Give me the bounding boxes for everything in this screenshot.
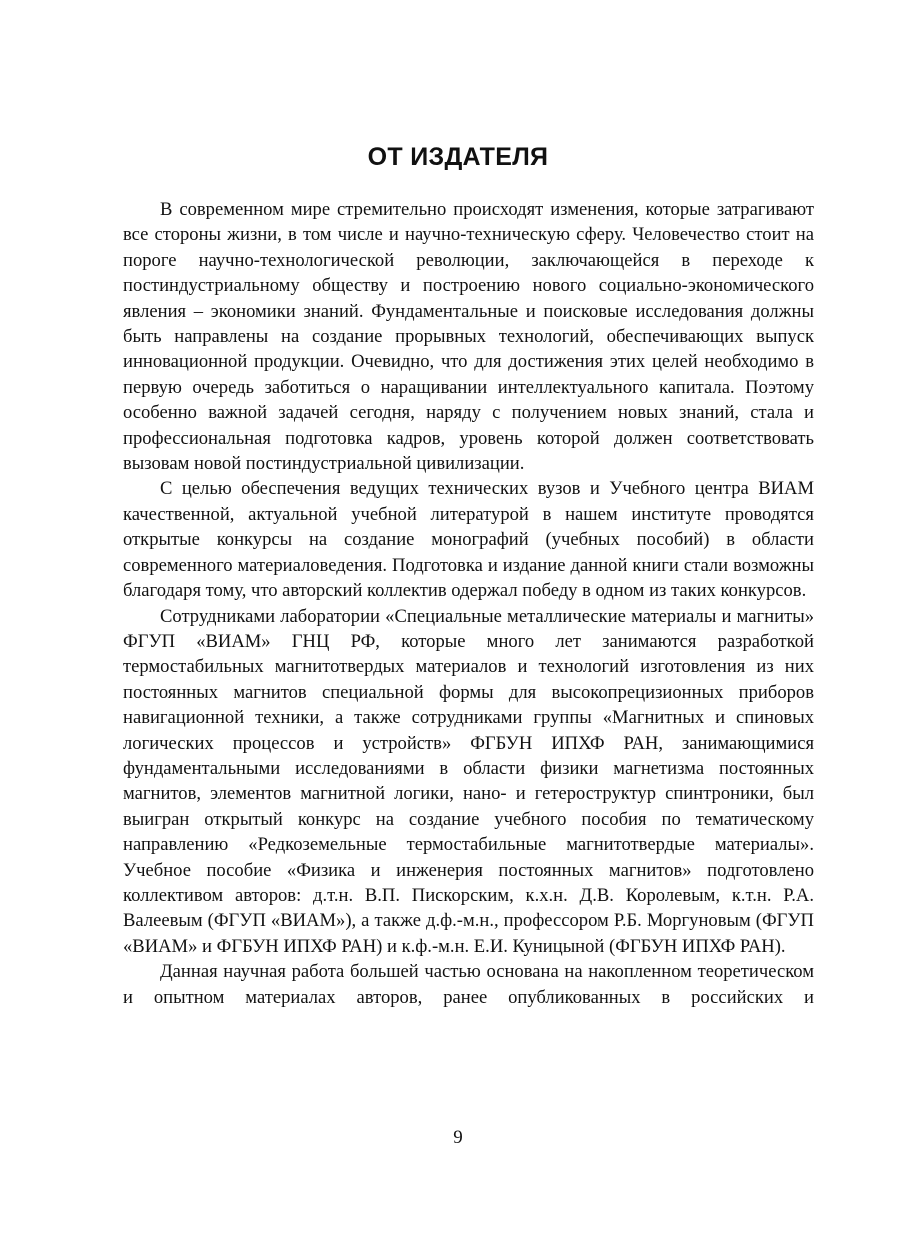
section-heading: ОТ ИЗДАТЕЛЯ bbox=[367, 143, 549, 171]
body-text bbox=[123, 197, 814, 1010]
paragraph-4: Данная научная работа большей частью основана на накопленном теоретическом и опытном материалах авторов, ранее опубликованных в российских и bbox=[123, 961, 814, 1008]
paragraph-3: Сотрудниками лаборатории «Специальные металлические материалы и магниты» ФГУП «ВИАМ» ГНЦ РФ, которые много лет занимаются разработкой термостабильных магнитотвердых материалов и технологий изготовления из них постоянных магнитов специальной формы для высокопрецизионных приборов навигационной техники, а также сотрудниками группы «Магнитных и спиновых логических процессов и устройств» ФГБУН ИПХФ РАН, занимающимися фундаментальными исследованиями в области физики магнетизма постоянных магнитов, элементов магнитной логики, нано- и гетероструктур спинтроники, был выигран открытый конкурс на создание учебного пособия по тематическому направлению «Редкоземельные термостабильные магнитотвердые материалы». Учебное пособие «Физика и инженерия постоянных магнитов» подготовлено коллективом авторов: д.т.н. В.П. Пискорским, к.х.н. Д.В. Королевым, к.т.н. Р.А. Валеевым (ФГУП «ВИАМ»), а также д.ф.-м.н., профессором Р.Б. Моргуновым (ФГУП «ВИАМ» и ФГБУН ИПХФ РАН) и к.ф.-м.н. Е.И. Куницыной (ФГБУН ИПХФ РАН). bbox=[123, 605, 814, 957]
paragraph-1: В современном мире стремительно происходят изменения, которые затрагивают все стороны жизни, в том числе и научно-техническую сферу. Человечество стоит на пороге научно-технологической революции, заключающейся в переходе к постиндустриальному обществу и построению нового социально-экономического явления – экономики знаний. Фундаментальные и поисковые исследования должны быть направлены на создание прорывных технологий, обеспечивающих выпуск инновационной продукции. Очевидно, что для достижения этих целей необходимо в первую очередь заботиться о наращивании интеллектуального капитала. Поэтому особенно важной задачей сегодня, наряду с получением новых знаний, стала и профессиональная подготовка кадров, уровень которой должен соответствовать вызовам новой постиндустриальной цивилизации. bbox=[123, 199, 814, 475]
paragraph-2: С целью обеспечения ведущих технических вузов и Учебного центра ВИАМ качественной, актуальной учебной литературой в нашем институте проводятся открытые конкурсы на создание монографий (учебных пособий) в области современного материаловедения. Подготовка и издание данной книги стали возможны благодаря тому, что авторский коллектив одержал победу в одном из таких конкурсов. bbox=[123, 478, 814, 602]
page-number: 9 bbox=[453, 1127, 463, 1148]
